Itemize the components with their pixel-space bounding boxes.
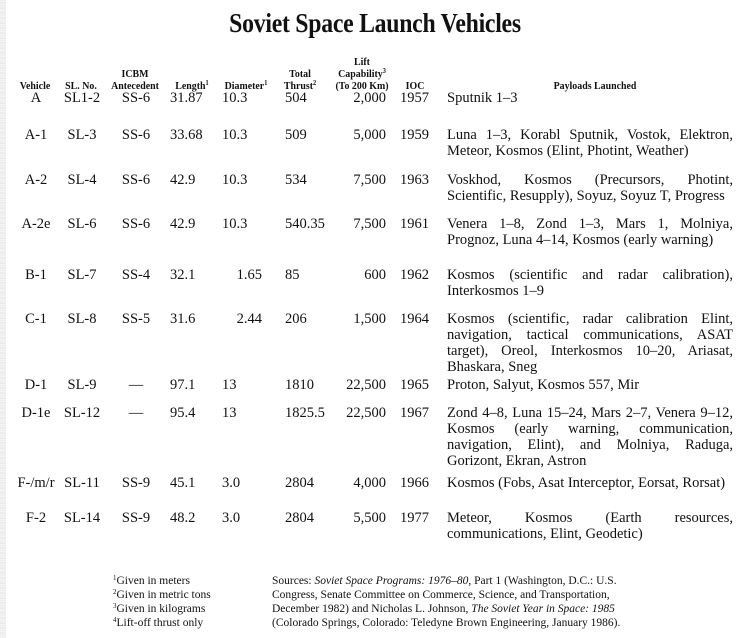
cell-diameter: 3.0 [222, 510, 241, 526]
header-length-label: Length [175, 80, 206, 92]
cell-vehicle: D-1e [21, 405, 51, 421]
cell-lift-capability: 600 [364, 267, 386, 283]
cell-total-thrust: 509 [285, 127, 307, 143]
cell-vehicle: A-1 [24, 127, 48, 143]
cell-lift-capability: 5,500 [353, 510, 386, 526]
cell-payloads: Proton, Salyut, Kosmos 557, Mir [447, 377, 640, 393]
cell-sl-no: SL-6 [67, 216, 97, 232]
header-diameter-footnote: 1 [264, 79, 268, 87]
sources-title-2: The Soviet Year in Space: 1985 [471, 603, 615, 615]
header-thrust-line2: Thrust [283, 80, 314, 92]
footnote-text: Given in meters [116, 575, 190, 587]
cell-vehicle: F-/m/r [17, 475, 55, 491]
cell-length: 31.87 [170, 90, 203, 106]
sources-suffix: (Colorado Springs, Colorado: Teledyne Brown Engineering, January 1986). [272, 617, 621, 629]
cell-sl-no: SL-12 [63, 405, 101, 421]
cell-total-thrust: 1810 [285, 377, 314, 393]
cell-payloads: Luna 1–3, Korabl Sputnik, Vostok, Elektron, Meteor, Kosmos (Elint, Photint, Weather) [447, 127, 733, 159]
footnote-mark: 1 [113, 574, 117, 582]
cell-total-thrust: 540.35 [285, 216, 325, 232]
header-thrust-footnote: 2 [313, 79, 317, 87]
cell-length: 95.4 [170, 405, 196, 421]
footnotes [113, 574, 263, 630]
cell-length: 48.2 [170, 510, 196, 526]
cell-lift-capability: 7,500 [353, 216, 386, 232]
cell-icbm-antecedent: SS-6 [121, 90, 151, 106]
cell-icbm-antecedent: SS-6 [121, 216, 151, 232]
cell-sl-no: SL-11 [64, 475, 100, 491]
cell-diameter: 10.3 [222, 216, 248, 232]
cell-icbm-antecedent: — [128, 405, 144, 421]
footnote-mark: 3 [113, 602, 117, 610]
cell-vehicle: A [30, 90, 42, 106]
cell-diameter: 13 [222, 377, 237, 393]
cell-diameter: 2.44 [236, 311, 262, 327]
cell-icbm-antecedent: SS-5 [121, 311, 151, 327]
cell-vehicle: F-2 [25, 510, 47, 526]
page-title: Soviet Space Launch Vehicles [229, 8, 521, 38]
header-thrust-line1: Total [289, 68, 311, 80]
cell-vehicle: A-2 [24, 172, 48, 188]
header-icbm-line1: ICBM [121, 68, 149, 80]
cell-payloads: Meteor, Kosmos (Earth resources, communications, Elint, Geodetic) [447, 510, 733, 542]
cell-payloads: Kosmos (Fobs, Asat Interceptor, Eorsat, Rorsat) [447, 475, 726, 491]
header-ioc-label: IOC [405, 80, 425, 92]
cell-diameter: 10.3 [222, 90, 248, 106]
footnote-item [113, 574, 263, 588]
footnote-item [113, 588, 263, 602]
cell-length: 33.68 [170, 127, 203, 143]
cell-diameter: 1.65 [236, 267, 262, 283]
cell-lift-capability: 22,500 [346, 405, 386, 421]
header-lift-footnote: 3 [382, 67, 386, 75]
cell-ioc: 1964 [400, 311, 429, 327]
footnote-item [113, 616, 263, 630]
cell-payloads: Venera 1–8, Zond 1–3, Mars 1, Molniya, Prognoz, Luna 4–14, Kosmos (early warning) [447, 216, 733, 248]
cell-lift-capability: 22,500 [346, 377, 386, 393]
cell-total-thrust: 2804 [285, 510, 314, 526]
header-lift-line3: (To 200 Km) [335, 80, 389, 92]
cell-ioc: 1965 [400, 377, 429, 393]
footnote-text: Given in kilograms [116, 603, 206, 615]
header-payloads-label: Payloads Launched [553, 80, 637, 92]
cell-icbm-antecedent: SS-9 [121, 510, 151, 526]
cell-sl-no: SL-7 [67, 267, 97, 283]
cell-vehicle: C-1 [25, 311, 47, 327]
footnote-item [113, 602, 263, 616]
sources-prefix: Sources: [272, 575, 315, 587]
sources-title-1: Soviet Space Programs: 1976–80 [314, 575, 469, 587]
cell-diameter: 13 [222, 405, 237, 421]
cell-ioc: 1963 [400, 172, 429, 188]
cell-length: 97.1 [170, 377, 196, 393]
header-lift-line1: Lift [354, 56, 370, 68]
page-edge-texture [0, 0, 6, 638]
cell-length: 42.9 [170, 172, 196, 188]
cell-total-thrust: 85 [285, 267, 300, 283]
cell-ioc: 1977 [400, 510, 429, 526]
cell-payloads: Zond 4–8, Luna 15–24, Mars 2–7, Venera 9–12, Kosmos (early warning, communication, navigation, Elint), and Molniya, Raduga, Gorizont, Ekran, Astron [447, 405, 733, 469]
cell-lift-capability: 7,500 [353, 172, 386, 188]
cell-ioc: 1967 [400, 405, 429, 421]
cell-lift-capability: 2,000 [353, 90, 386, 106]
cell-sl-no: SL1-2 [63, 90, 101, 106]
header-diameter-label: Diameter [224, 80, 265, 92]
cell-vehicle: D-1 [24, 377, 48, 393]
cell-payloads: Sputnik 1–3 [447, 90, 518, 106]
footnote-text: Lift-off thrust only [116, 617, 204, 629]
cell-total-thrust: 2804 [285, 475, 314, 491]
cell-icbm-antecedent: SS-4 [121, 267, 151, 283]
cell-icbm-antecedent: SS-6 [121, 127, 151, 143]
cell-length: 45.1 [170, 475, 196, 491]
cell-sl-no: SL-9 [67, 377, 97, 393]
cell-payloads: Kosmos (scientific, radar calibration Elint, navigation, tactical communications, ASAT target), Oreol, Interkosmos 10–20, Ariasat, Bhaskara, Sneg [447, 311, 733, 375]
cell-length: 31.6 [170, 311, 196, 327]
cell-icbm-antecedent: — [128, 377, 144, 393]
cell-diameter: 10.3 [222, 172, 248, 188]
header-lift [330, 56, 395, 92]
header-thrust [280, 68, 320, 92]
cell-payloads: Voskhod, Kosmos (Precursors, Photint, Scientific, Resupply), Soyuz, Soyuz T, Progress [447, 172, 733, 204]
cell-ioc: 1966 [400, 475, 429, 491]
header-icbm [107, 68, 163, 92]
cell-ioc: 1957 [400, 90, 429, 106]
cell-ioc: 1961 [400, 216, 429, 232]
cell-total-thrust: 1825.5 [285, 405, 325, 421]
footnote-mark: 4 [113, 616, 117, 624]
cell-lift-capability: 1,500 [353, 311, 386, 327]
cell-length: 42.9 [170, 216, 196, 232]
sources-middle: , Part 1 (Washington, D.C.: U.S. Congress, Senate Committee on Commerce, Science, and Transportation, December 1982) and Nicholas L. Johnson, [272, 575, 617, 615]
cell-sl-no: SL-3 [67, 127, 97, 143]
cell-vehicle: A-2e [21, 216, 51, 232]
header-lift-line2: Capability [338, 68, 383, 80]
cell-total-thrust: 206 [285, 311, 307, 327]
cell-icbm-antecedent: SS-6 [121, 172, 151, 188]
cell-ioc: 1962 [400, 267, 429, 283]
cell-total-thrust: 504 [285, 90, 307, 106]
cell-lift-capability: 4,000 [353, 475, 386, 491]
cell-diameter: 10.3 [222, 127, 248, 143]
cell-length: 32.1 [170, 267, 196, 283]
header-length-footnote: 1 [205, 79, 209, 87]
cell-icbm-antecedent: SS-9 [121, 475, 151, 491]
footnote-mark: 2 [113, 588, 117, 596]
cell-sl-no: SL-8 [67, 311, 97, 327]
cell-lift-capability: 5,000 [353, 127, 386, 143]
header-vehicle-label: Vehicle [19, 80, 51, 92]
cell-diameter: 3.0 [222, 475, 241, 491]
cell-payloads: Kosmos (scientific and radar calibration), Interkosmos 1–9 [447, 267, 733, 299]
header-icbm-line2: Antecedent [111, 80, 159, 92]
cell-vehicle: B-1 [25, 267, 47, 283]
cell-total-thrust: 534 [285, 172, 307, 188]
header-sl-no-label: SL. No. [65, 80, 97, 92]
sources-citation [272, 574, 622, 630]
cell-ioc: 1959 [400, 127, 429, 143]
footnote-text: Given in metric tons [116, 589, 211, 601]
cell-sl-no: SL-4 [67, 172, 97, 188]
cell-sl-no: SL-14 [63, 510, 101, 526]
